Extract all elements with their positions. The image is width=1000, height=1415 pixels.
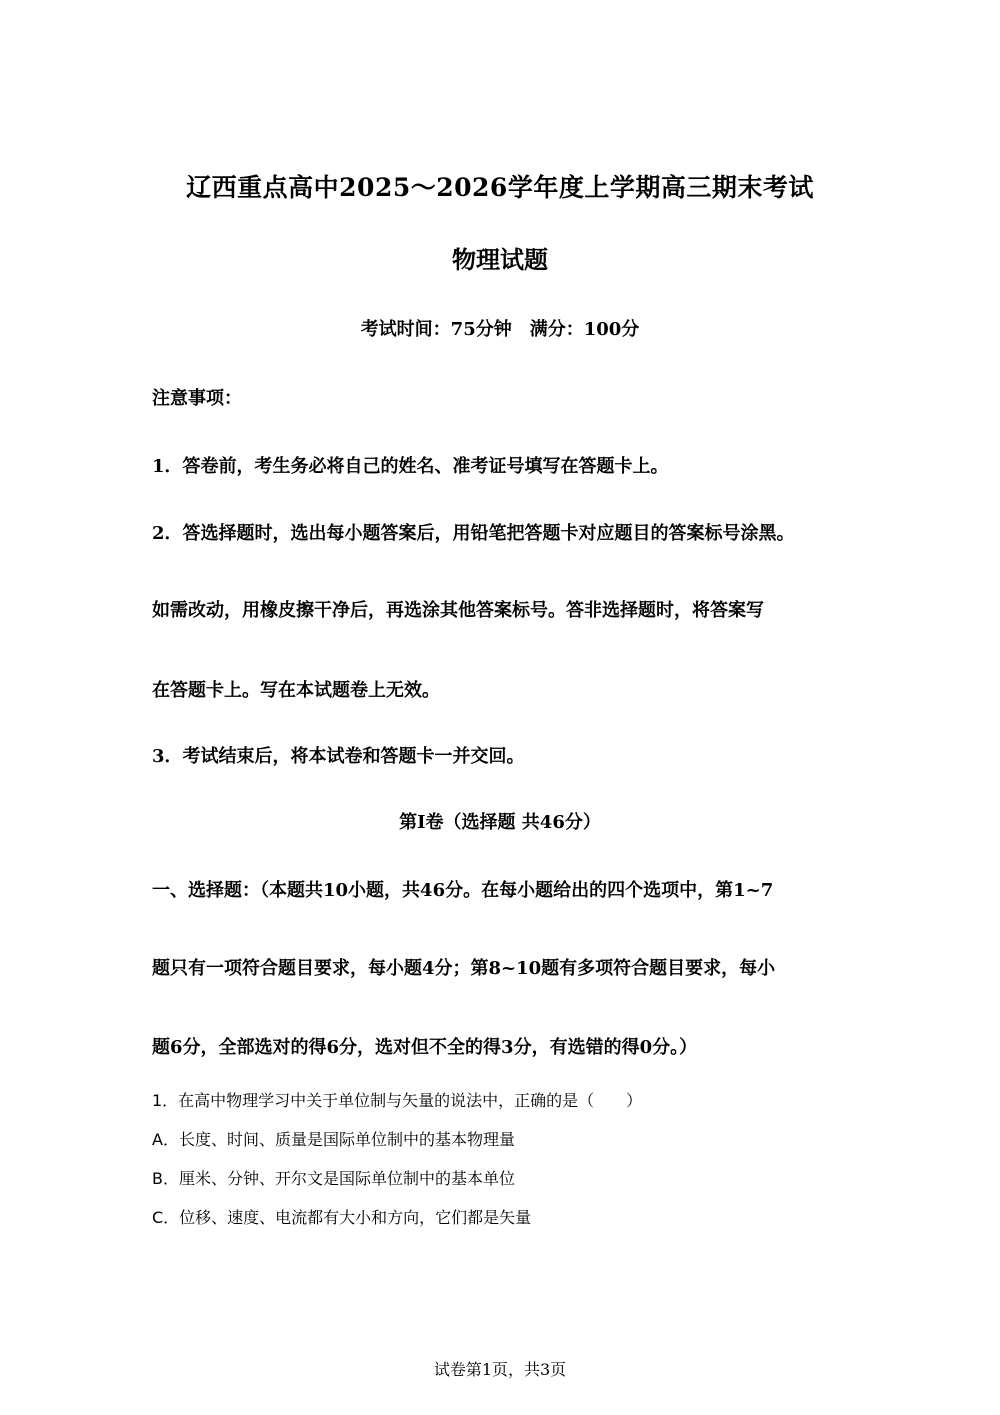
subject-title: 物理试题 [452, 245, 548, 274]
section-instruction-line: 题6分，全部选对的得6分，选对但不全的得3分，有选错的得0分。） [152, 1037, 698, 1058]
section-instruction-line: 题只有一项符合题目要求，每小题4分；第8~10题有多项符合题目要求，每小 [152, 958, 776, 979]
notice-line: 1．答卷前，考生务必将自己的姓名、准考证号填写在答题卡上。 [152, 456, 669, 477]
section-instruction-line: 一、选择题：（本题共10小题，共46分。在每小题给出的四个选项中，第1~7 [152, 880, 774, 901]
volume-title: 第Ⅰ卷（选择题 共46分） [399, 812, 601, 833]
exam-info: 考试时间：75分钟 满分：100分 [360, 319, 640, 340]
question-option-b: B．厘米、分钟、开尔文是国际单位制中的基本单位 [152, 1169, 515, 1188]
page-footer: 试卷第1页，共3页 [433, 1360, 567, 1379]
notice-line: 如需改动，用橡皮擦干净后，再选涂其他答案标号。答非选择题时，将答案写 [152, 600, 764, 621]
notice-line: 3．考试结束后，将本试卷和答题卡一并交回。 [152, 746, 525, 767]
exam-title: 辽西重点高中2025～2026学年度上学期高三期末考试 [186, 173, 814, 202]
question-option-c: C．位移、速度、电流都有大小和方向，它们都是矢量 [152, 1208, 532, 1227]
notice-line: 在答题卡上。写在本试题卷上无效。 [152, 680, 440, 701]
question-stem: 1．在高中物理学习中关于单位制与矢量的说法中，正确的是（ ） [152, 1091, 643, 1110]
question-option-a: A．长度、时间、质量是国际单位制中的基本物理量 [152, 1130, 515, 1149]
notice-line: 2．答选择题时，选出每小题答案后，用铅笔把答题卡对应题目的答案标号涂黑。 [152, 523, 795, 544]
notice-heading: 注意事项： [152, 388, 242, 409]
